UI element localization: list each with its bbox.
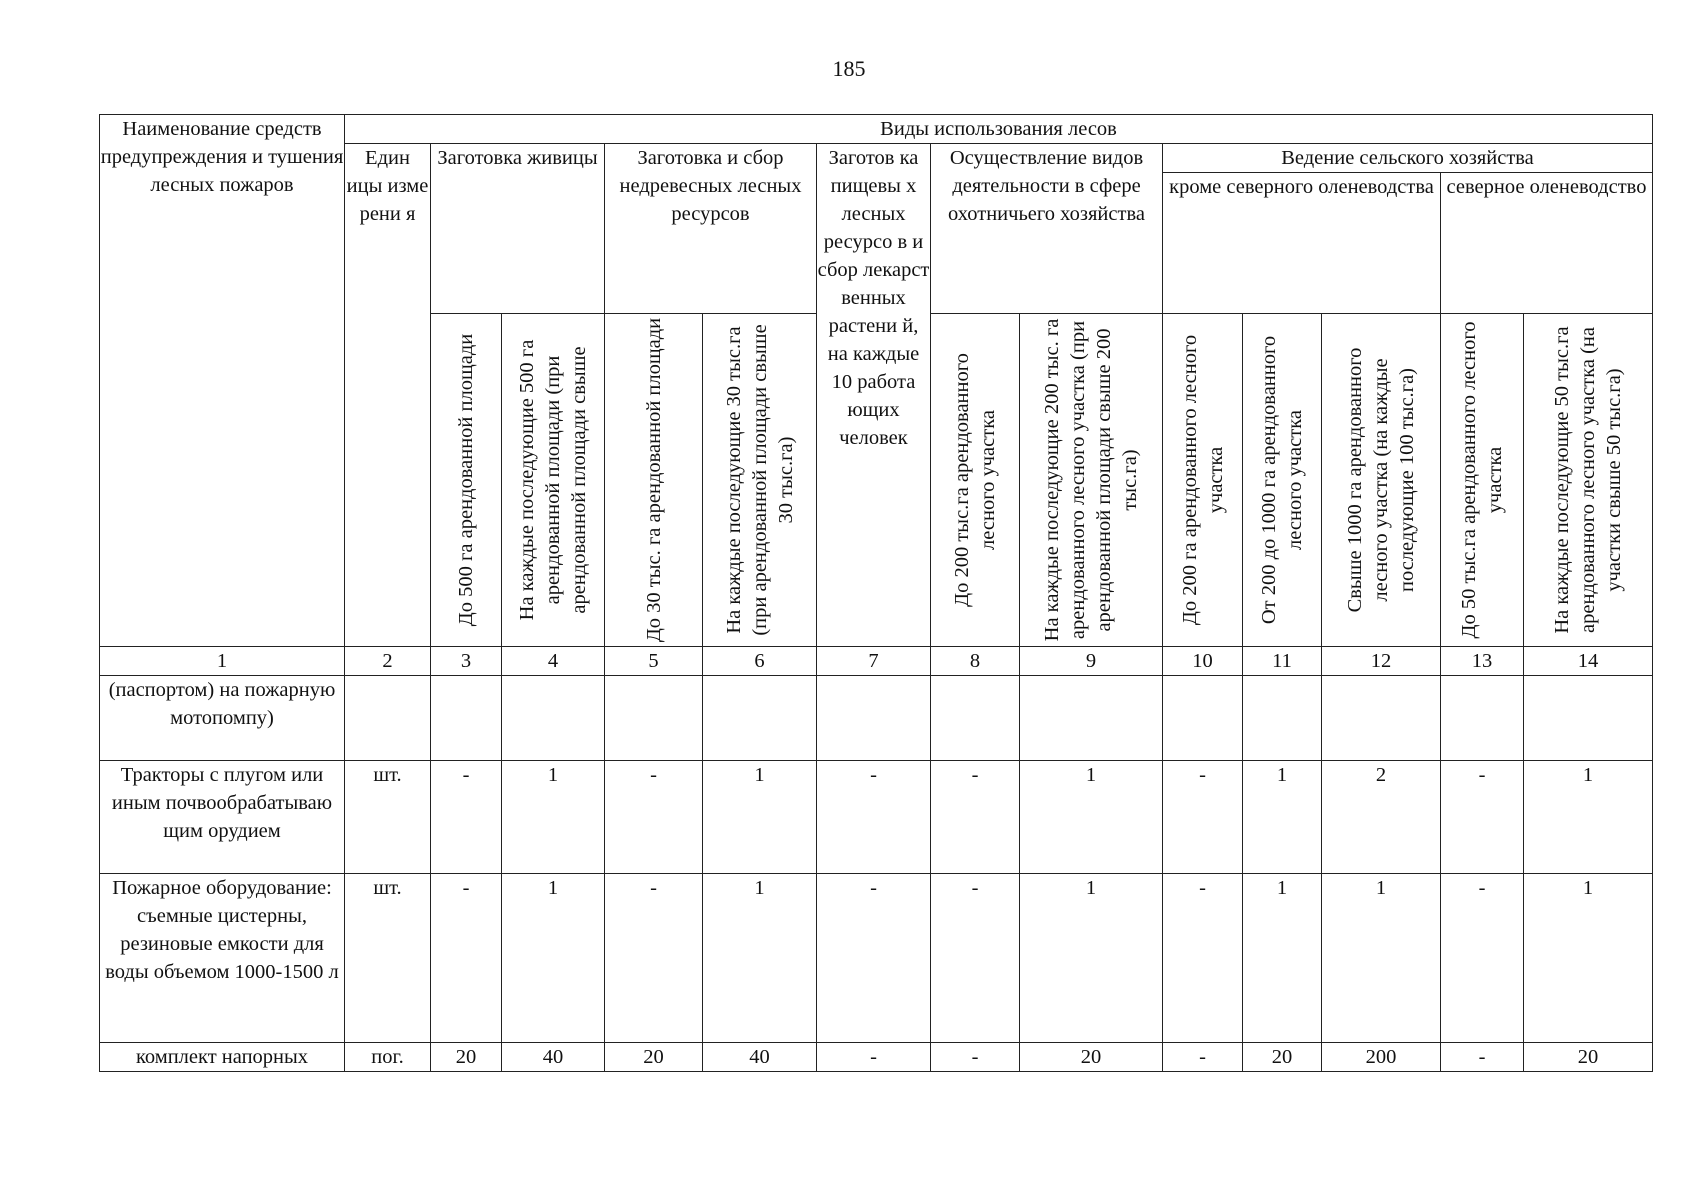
table-cell: 1 <box>1524 761 1653 874</box>
subheader-col-13: До 50 тыс.га арендованного лесного участка <box>1441 314 1524 647</box>
table-cell: 20 <box>1524 1043 1653 1072</box>
table-cell: - <box>817 1043 931 1072</box>
table-cell <box>345 676 431 761</box>
table-cell <box>431 676 502 761</box>
table-cell <box>817 676 931 761</box>
column-number: 4 <box>502 647 605 676</box>
column-number: 14 <box>1524 647 1653 676</box>
table-cell: 20 <box>1020 1043 1163 1072</box>
table-cell: - <box>431 761 502 874</box>
subheader-col-14: На каждые последующие 50 тыс.га арендованного лесного участка (на участки свыше 50 тыс.га) <box>1524 314 1653 647</box>
header-forest-uses: Виды использования лесов <box>345 115 1653 144</box>
column-number: 8 <box>931 647 1020 676</box>
table-cell: - <box>1163 1043 1243 1072</box>
table-cell: 1 <box>502 761 605 874</box>
table-cell: - <box>931 761 1020 874</box>
table-cell: 40 <box>502 1043 605 1072</box>
header-nonwood: Заготовка и сбор недревесных лесных ресурсов <box>605 144 817 314</box>
table-cell: - <box>817 874 931 1043</box>
table-cell <box>1441 676 1524 761</box>
table-cell: 1 <box>1020 874 1163 1043</box>
subheader-col-11: От 200 до 1000 га арендованного лесного участка <box>1243 314 1322 647</box>
table-cell: 1 <box>1243 874 1322 1043</box>
table-cell: - <box>817 761 931 874</box>
table-cell: - <box>605 761 703 874</box>
table-cell <box>605 676 703 761</box>
table-cell: 1 <box>703 761 817 874</box>
subheader-col-4: На каждые последующие 500 га арендованной площади (при арендованной площади свыше <box>502 314 605 647</box>
header-food-resources: Заготов ка пищевы х лесных ресурсо в и сбор лекарст венных растени й, на каждые 10 работа ющих человек <box>817 144 931 647</box>
subheader-col-6: На каждые последующие 30 тыс.га (при арендованной площади свыше 30 тыс.га) <box>703 314 817 647</box>
table-cell: 1 <box>1243 761 1322 874</box>
table-cell: - <box>1163 761 1243 874</box>
table-cell: 1 <box>1020 761 1163 874</box>
row-name: Пожарное оборудование: съемные цистерны, резиновые емкости для воды объемом 1000-1500 л <box>100 874 345 1043</box>
table-cell: - <box>1441 874 1524 1043</box>
column-number-row <box>100 647 1653 676</box>
column-number: 10 <box>1163 647 1243 676</box>
column-number: 3 <box>431 647 502 676</box>
table-row <box>100 676 1653 761</box>
table-cell: - <box>605 874 703 1043</box>
header-agriculture: Ведение сельского хозяйства <box>1163 144 1653 173</box>
table-cell: пог. <box>345 1043 431 1072</box>
table-cell: - <box>1441 1043 1524 1072</box>
header-reindeer: северное оленеводство <box>1441 173 1653 314</box>
table-cell: шт. <box>345 874 431 1043</box>
column-number: 5 <box>605 647 703 676</box>
column-number: 9 <box>1020 647 1163 676</box>
table-cell: 2 <box>1322 761 1441 874</box>
page-number: 185 <box>832 56 866 81</box>
table-cell <box>1322 676 1441 761</box>
table-cell <box>931 676 1020 761</box>
table-cell <box>1020 676 1163 761</box>
table-row <box>100 761 1653 874</box>
table-cell <box>1243 676 1322 761</box>
header-unit-column: Един ицы изме рени я <box>345 144 431 647</box>
column-number: 11 <box>1243 647 1322 676</box>
subheader-col-5: До 30 тыс. га арендованной площади <box>605 314 703 647</box>
row-name: Тракторы с плугом или иным почвообрабатываю щим орудием <box>100 761 345 874</box>
header-hunting: Осуществление видов деятельности в сфере охотничьего хозяйства <box>931 144 1163 314</box>
table-cell: 40 <box>703 1043 817 1072</box>
column-number: 12 <box>1322 647 1441 676</box>
table-row <box>100 874 1653 1043</box>
row-name: (паспортом) на пожарную мотопомпу) <box>100 676 345 761</box>
column-number: 1 <box>100 647 345 676</box>
column-number: 7 <box>817 647 931 676</box>
table-cell <box>1163 676 1243 761</box>
table-cell <box>1524 676 1653 761</box>
table-cell <box>703 676 817 761</box>
header-resin: Заготовка живицы <box>431 144 605 314</box>
table-cell: 20 <box>605 1043 703 1072</box>
table-cell: шт. <box>345 761 431 874</box>
table-cell: 200 <box>1322 1043 1441 1072</box>
subheader-col-9: На каждые последующие 200 тыс. га арендованного лесного участка (при арендованной площади свыше 200 тыс.га) <box>1020 314 1163 647</box>
table-cell: 1 <box>1524 874 1653 1043</box>
table-cell: 1 <box>1322 874 1441 1043</box>
table-cell: 20 <box>1243 1043 1322 1072</box>
forest-fire-equipment-table <box>99 114 1653 1072</box>
table-cell: - <box>931 874 1020 1043</box>
subheader-col-10: До 200 га арендованного лесного участка <box>1163 314 1243 647</box>
column-number: 2 <box>345 647 431 676</box>
table-cell: - <box>1163 874 1243 1043</box>
header-name-column: Наименование средств предупреждения и тушения лесных пожаров <box>100 115 345 647</box>
subheader-col-3: До 500 га арендованной площади <box>431 314 502 647</box>
column-number: 13 <box>1441 647 1524 676</box>
table-cell: 20 <box>431 1043 502 1072</box>
table-cell: 1 <box>703 874 817 1043</box>
subheader-col-8: До 200 тыс.га арендованного лесного участка <box>931 314 1020 647</box>
table-cell <box>502 676 605 761</box>
row-name: комплект напорных <box>100 1043 345 1072</box>
table-cell: 1 <box>502 874 605 1043</box>
table-cell: - <box>1441 761 1524 874</box>
table-cell: - <box>931 1043 1020 1072</box>
header-except-reindeer: кроме северного оленеводства <box>1163 173 1441 314</box>
table-cell: - <box>431 874 502 1043</box>
table-row <box>100 1043 1653 1072</box>
column-number: 6 <box>703 647 817 676</box>
subheader-col-12: Свыше 1000 га арендованного лесного участка (на каждые последующие 100 тыс.га) <box>1322 314 1441 647</box>
